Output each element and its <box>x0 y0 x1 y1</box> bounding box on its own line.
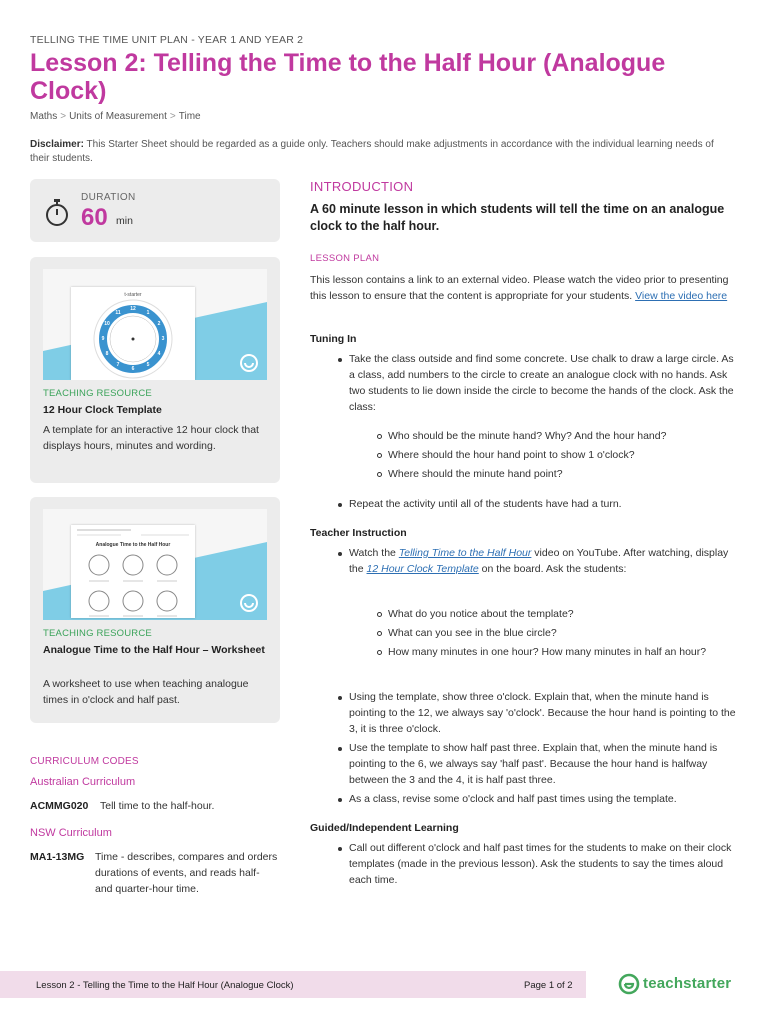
telling-time-video-link[interactable]: Telling Time to the Half Hour <box>398 547 532 559</box>
sub-list-item: Where should the hour hand point to show 1 o'clock? <box>388 449 635 461</box>
list-item: As a class, revise some o'clock and half past times using the template. <box>349 793 677 805</box>
sub-bullet-icon <box>377 453 382 458</box>
clock-number: 12 <box>130 306 136 312</box>
duration-label: DURATION <box>81 192 136 203</box>
list-item: Call out different o'clock and half past times for the students to make on their clock templates (made in the previous lesson). Ask the students to say the times aloud each time. <box>349 842 732 886</box>
chevron-right-icon: > <box>60 111 67 122</box>
curriculum-code: ACMMG020 <box>30 800 89 812</box>
clock-template-preview <box>71 287 195 380</box>
clock-template-link[interactable]: 12 Hour Clock Template <box>366 563 479 575</box>
clock-numbers <box>71 287 195 380</box>
sub-bullet-icon <box>377 650 382 655</box>
bullet-icon <box>338 358 342 362</box>
bullet-icon <box>338 552 342 556</box>
disclaimer-text: This Starter Sheet should be regarded as a guide only. Teachers should make adjustments in accordance with the individual learning needs of their students. <box>30 139 714 164</box>
curriculum-heading: CURRICULUM CODES <box>30 756 139 767</box>
worksheet-clocks-icon <box>71 525 195 620</box>
teachstarter-logo-icon <box>618 973 640 995</box>
bullet-icon <box>338 503 342 507</box>
list-item: Repeat the activity until all of the students have had a turn. <box>349 498 622 510</box>
bullet-icon <box>338 696 342 700</box>
sub-bullet-icon <box>377 612 382 617</box>
curriculum-description: Time - describes, compares and orders durations of events, and reads half- and quarter-hour time. <box>95 851 278 895</box>
list-item: Take the class outside and find some concrete. Use chalk to draw a large circle. As a class, add numbers to the circle to create an analogue clock with no hands. Ask two students to lie down inside the circle to become the hands of the clock. Ask the class: <box>349 353 734 413</box>
disclaimer-label: Disclaimer: <box>30 139 84 150</box>
introduction-heading: INTRODUCTION <box>310 179 414 194</box>
sub-list-item: What can you see in the blue circle? <box>388 627 557 639</box>
preview-brand: t-starter <box>124 292 142 298</box>
duration-unit: min <box>116 215 133 227</box>
list-item <box>349 545 739 577</box>
clock-number: 2 <box>157 321 161 327</box>
duration-value: 60 <box>81 204 108 231</box>
page-number: Page 1 of 2 <box>524 980 573 991</box>
bullet-icon <box>338 847 342 851</box>
lesson-plan-intro: This lesson contains a link to an external video. Please watch the video prior to presenting this lesson to ensure that the content is appropriate for your students. <box>310 274 729 302</box>
teacher-instruction-heading: Teacher Instruction <box>310 527 407 539</box>
lesson-plan-heading: LESSON PLAN <box>310 253 380 264</box>
clock-number: 3 <box>161 336 165 342</box>
clock-number: 4 <box>157 351 161 357</box>
guided-learning-heading: Guided/Independent Learning <box>310 822 459 834</box>
unit-plan-label: TELLING THE TIME UNIT PLAN - YEAR 1 AND YEAR 2 <box>30 34 304 46</box>
resource-type-label: TEACHING RESOURCE <box>43 628 152 639</box>
text-fragment: on the board. Ask the students: <box>478 563 627 575</box>
breadcrumb <box>30 111 201 122</box>
sub-list-item: What do you notice about the template? <box>388 608 574 620</box>
page-title: Lesson 2: Telling the Time to the Half Hour (Analogue Clock) <box>30 49 666 105</box>
clock-number: 10 <box>104 321 110 327</box>
chevron-right-icon: > <box>169 111 176 122</box>
clock-number: 1 <box>146 310 150 317</box>
clock-number: 5 <box>146 361 150 368</box>
sub-list-item: Who should be the minute hand? Why? And the hour hand? <box>388 430 667 442</box>
footer-title: Lesson 2 - Telling the Time to the Half Hour (Analogue Clock) <box>36 980 294 991</box>
lesson-plan-text <box>310 272 730 304</box>
duration-box <box>30 179 280 242</box>
stopwatch-icon <box>45 199 69 227</box>
view-video-link[interactable]: View the video here <box>635 290 728 302</box>
breadcrumb-maths[interactable]: Maths <box>30 111 58 122</box>
text-fragment: video on YouTube. After watching, display the <box>349 547 729 575</box>
curriculum-description: Tell time to the half-hour. <box>100 800 215 812</box>
sub-bullet-icon <box>377 434 382 439</box>
sub-list-item: How many minutes in one hour? How many minutes in half an hour? <box>388 646 707 658</box>
clock-number: 8 <box>105 351 109 357</box>
australian-curriculum-label: Australian Curriculum <box>30 776 136 788</box>
resource-thumbnail[interactable] <box>43 269 267 380</box>
list-item: Use the template to show half past three. Explain that, when the minute hand is pointing to the 6, we always say 'half past'. Because the hour hand is halfway between the 3 and the 4, it is half past three. <box>349 742 718 786</box>
clock-number: 11 <box>115 310 121 317</box>
sub-bullet-icon <box>377 631 382 636</box>
resource-card-worksheet[interactable] <box>30 497 280 723</box>
worksheet-heading: Analogue Time to the Half Hour <box>95 542 171 548</box>
curriculum-code: MA1-13MG <box>30 851 85 863</box>
breadcrumb-units[interactable]: Units of Measurement <box>69 111 167 122</box>
introduction-text: A 60 minute lesson in which students will tell the time on an analogue clock to the half hour. <box>310 202 725 233</box>
breadcrumb-time[interactable]: Time <box>178 111 201 122</box>
nsw-curriculum-label: NSW Curriculum <box>30 827 112 839</box>
bullet-icon <box>338 747 342 751</box>
resource-type-label: TEACHING RESOURCE <box>43 388 152 399</box>
resource-title[interactable]: Analogue Time to the Half Hour – Worksheet <box>43 644 265 656</box>
brand-name: teachstarter <box>643 975 732 992</box>
text-fragment: Watch the <box>349 547 399 559</box>
bullet-icon <box>338 798 342 802</box>
list-item: Using the template, show three o'clock. Explain that, when the minute hand is pointing to the 12, we always say 'o'clock'. Because the hour hand is pointing to the 3, it is three o'clock. <box>349 691 736 735</box>
resource-thumbnail[interactable] <box>43 509 267 620</box>
tuning-in-heading: Tuning In <box>310 333 357 345</box>
clock-number: 7 <box>116 361 120 368</box>
resource-title[interactable]: 12 Hour Clock Template <box>43 404 162 416</box>
resource-description: A template for an interactive 12 hour clock that displays hours, minutes and wording. <box>43 424 259 452</box>
clock-number: 6 <box>131 366 135 372</box>
clock-number: 9 <box>101 336 105 342</box>
sub-bullet-icon <box>377 472 382 477</box>
disclaimer <box>30 138 720 166</box>
resource-card-clock-template[interactable] <box>30 257 280 483</box>
sub-list-item: Where should the minute hand point? <box>388 468 563 480</box>
resource-description: A worksheet to use when teaching analogue times in o'clock and half past. <box>43 678 249 706</box>
worksheet-preview <box>71 525 195 618</box>
